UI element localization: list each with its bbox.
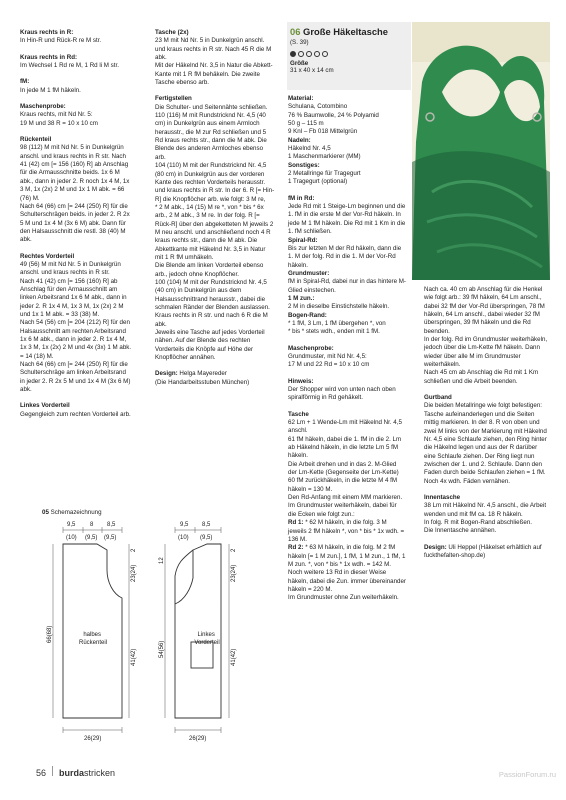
section-heading: Maschenprobe: bbox=[288, 344, 334, 352]
schematic-number: 05 bbox=[42, 509, 49, 516]
watermark: PassionForum.ru bbox=[498, 770, 556, 779]
page-footer bbox=[36, 766, 115, 778]
paragraph: Nach ca. 40 cm ab Anschlag für die Henkel wie folgt arb.: 39 fM häkeln, 64 Lm anschl., dabei 32 fM der Vor-Rd überspringen, 78 fM häkeln, 64 Lm anschl., dabei wieder 32 fM überspringen, 39 fM häkeln und die Rd beenden. In der folg. Rd im Grundmuster weiterhäkeln, jedoch über die Lm-Kette fM häkeln. Dann wieder über alle M im Grundmuster weiterhäkeln. Nach 45 cm ab Anschlag die Rd mit 1 Km schließen und die Arbeit beenden. bbox=[424, 286, 548, 385]
dim-front-body: 41(42) bbox=[231, 648, 237, 666]
paragraph-text: * 63 M häkeln, in die folg. M 2 fM häkeln [= 1 M zun.], 1 fM, 1 M zun., 1 fM, 1 M zun. *, von * bis * 1x wdh. = 142 M. Noch weitere 13 Rd in dieser Weise häkeln, dabei die Zun. immer übereinander häkeln = 220 M. Im Grundmuster ohne Zun weiterhäkeln. bbox=[288, 544, 406, 602]
page-reference: (S. 39) bbox=[290, 39, 309, 46]
dim-front-neck: 12 bbox=[159, 557, 165, 564]
section-heading: Fertigstellen bbox=[155, 95, 192, 103]
paragraph: Häkelnd Nr. 4,5 1 Maschenmarkierer (MM) bbox=[288, 145, 361, 161]
section-heading: Kraus rechts in R: bbox=[20, 29, 74, 36]
bag-photo bbox=[412, 22, 550, 280]
design-credit: Design: Uli Heppel (Häkelset erhältlich auf fuckthefalten-shop.de) bbox=[424, 543, 542, 559]
dim-front-armhole: 23(24) bbox=[231, 564, 237, 582]
section-heading: Rückenteil bbox=[20, 136, 52, 144]
design-credit: Design: Helga Mayereder (Die Handarbeitsstuben München) bbox=[155, 370, 250, 386]
dim-front-top-paren-1: (10) bbox=[178, 535, 189, 541]
section-heading: 1 M zun.: bbox=[288, 294, 315, 302]
dim-back-top-paren-2: (9,5) bbox=[85, 535, 98, 541]
dim-front-top-1: 9,5 bbox=[180, 522, 189, 528]
pattern-number: 06 bbox=[290, 26, 301, 37]
section-heading: Rechtes Vorderteil bbox=[20, 252, 75, 260]
section-heading: Kraus rechts in Rd: bbox=[20, 53, 78, 61]
section-heading: fM in Rd: bbox=[288, 194, 315, 202]
dim-front-top-2: 8,5 bbox=[202, 522, 211, 528]
section-heading: Gurtband bbox=[424, 394, 452, 402]
paragraph: 62 Lm + 1 Wende-Lm mit Häkelnd Nr. 4,5 anschl. 61 fM häkeln, dabei die 1. fM in die 2. Lm ab Häkelnd häkeln, in die letzte Lm 5 fM häkeln. Die Arbeit drehen und in das 2. M-Glied der Lm-Kette (Gegenseite der Lm-Kette) 60 fM zurückhäkeln, in die letzte M 4 fM häkeln = 130 M. Den Rd-Anfang mit einem MM markieren. Im Grundmuster weiterhäkeln, dabei für die Ecken wie folgt zun.: bbox=[288, 419, 403, 518]
section-heading: Grundmuster: bbox=[288, 269, 330, 277]
dim-back-shoulder: 2 bbox=[131, 548, 137, 552]
paragraph: 38 Lm mit Häkelnd Nr. 4,5 anschl., die Arbeit wenden und mit fM ca. 18 R häkeln. In folg. R mit Bogen-Rand abschließen. Die Innentasche annähen. bbox=[424, 502, 547, 535]
dim-front-height: 54(56) bbox=[159, 640, 165, 658]
paragraph: Schulana, Cotombino 76 % Baumwolle, 24 % Polyamid 50 g – 115 m 9 Knl – Fb 018 Mittelgrün bbox=[288, 103, 379, 136]
paragraph bbox=[288, 519, 406, 544]
back-piece-label: halbes Rückenteil bbox=[78, 632, 108, 646]
dim-back-width: 26(29) bbox=[84, 736, 102, 742]
paragraph: Bis zur letzten M der Rd häkeln, dann die 1. M der folg. Rd in die 1. M der Vor-Rd häkeln. bbox=[288, 244, 402, 269]
section-heading: Material: bbox=[288, 95, 314, 102]
instructions-column-4 bbox=[424, 286, 550, 560]
section-heading: Tasche bbox=[288, 410, 309, 418]
dim-back-armhole: 23(24) bbox=[131, 564, 137, 582]
dim-front-top-paren-2: (9,5) bbox=[200, 535, 213, 541]
paragraph: 49 (56) M mit Nd Nr. 5 in Dunkelgrün anschl. und kraus rechts in R str. Nach 41 (42) cm [= 156 (160) R] ab Anschlag für den Armausschnitt am linken Arbeitsrand 1x 6 M abk., dann in jeder 2. R 1x 4 M, 1x 3 M, 1x (2x) 2 M und 1x 1 M abk. = 33 (38) M. Nach 54 (56) cm [= 204 (212) R] für den Halsausschnitt am rechten Arbeitsrand 1x 6 M abk., dann in jeder 2. R 1x 4 M, 1x 3 M, 1x (2x) 2 M und 4x (3x) 1 M abk. = 14 (18) M. Nach 64 (66) cm [= 244 (250) R] für die Schulterschräge am linken Arbeitsrand in jeder 2. R 2x 5 M und 1x 4 M (3x 6 M) abk. bbox=[20, 260, 132, 394]
size-label: Größe bbox=[290, 60, 309, 67]
inline-heading: Rd 1: bbox=[288, 519, 304, 527]
dim-back-body: 41(42) bbox=[131, 648, 137, 666]
paragraph bbox=[288, 544, 406, 602]
paragraph: Der Shopper wird von unten nach oben spiralförmig in Rd gehäkelt. bbox=[288, 386, 396, 402]
paragraph: 2 M in dieselbe Einstichstelle häkeln. bbox=[288, 303, 390, 311]
bag-illustration bbox=[412, 22, 550, 280]
difficulty-dot bbox=[306, 51, 312, 57]
instructions-column-1 bbox=[20, 29, 132, 419]
dim-front-width: 26(29) bbox=[189, 736, 207, 742]
section-heading: Tasche (2x) bbox=[155, 29, 189, 36]
section-heading: Hinweis: bbox=[288, 377, 314, 385]
section-heading: Linkes Vorderteil bbox=[20, 402, 70, 410]
paragraph: Jede Rd mit 1 Steige-Lm beginnen und die 1. fM in die erste M der Vor-Rd häkeln. In jede M 1 fM häkeln. Die Rd mit 1 Km in die 1. fM schließen. bbox=[288, 203, 406, 236]
dim-back-top-2: 8 bbox=[90, 522, 94, 528]
pattern-name: Große Häkeltasche bbox=[303, 26, 388, 37]
dim-back-top-1: 9,5 bbox=[67, 522, 76, 528]
paragraph: 23 M mit Nd Nr. 5 in Dunkelgrün anschl. und kraus rechts in R str. Nach 45 R die M abk. Mit der Häkelnd Nr. 3,5 in Natur die Abkett-Kante mit 1 R fM behäkeln. Die zweite Tasche ebenso arb. bbox=[155, 37, 273, 87]
paragraph: Grundmuster, mit Nd Nr. 4,5: 17 M und 22 Rd = 10 x 10 cm bbox=[288, 352, 370, 369]
paragraph: Im Wechsel 1 Rd re M, 1 Rd li M str. bbox=[20, 62, 119, 70]
schematic-caption bbox=[42, 509, 102, 516]
section-heading: Maschenprobe: bbox=[20, 103, 66, 111]
magazine-brand: burdastricken bbox=[59, 768, 116, 778]
difficulty-rating bbox=[290, 51, 408, 57]
section-heading: Bogen-Rand: bbox=[288, 311, 327, 319]
dim-back-top-paren-3: (9,5) bbox=[104, 535, 117, 541]
section-heading: Sonstiges: bbox=[288, 161, 320, 169]
difficulty-dot bbox=[322, 51, 328, 57]
instructions-column-3 bbox=[288, 95, 406, 603]
paragraph: fM in Spiral-Rd, dabei nur in das hintere M-Glied einstechen. bbox=[288, 278, 406, 294]
back-piece-outline bbox=[63, 544, 122, 718]
front-piece-label: Linkes Vorderteil bbox=[194, 632, 220, 646]
inline-heading: Rd 2: bbox=[288, 544, 304, 552]
dim-front-shoulder: 2 bbox=[231, 548, 237, 552]
section-heading: fM: bbox=[20, 78, 30, 86]
front-piece-outline bbox=[175, 544, 221, 718]
pattern-title bbox=[290, 26, 408, 37]
size-value: 31 x 40 x 14 cm bbox=[290, 67, 334, 74]
dim-back-top-paren-1: (10) bbox=[66, 535, 77, 541]
difficulty-dot bbox=[298, 51, 304, 57]
knitting-schematic bbox=[25, 518, 265, 763]
difficulty-dot bbox=[290, 51, 296, 57]
paragraph: Kraus rechts, mit Nd Nr. 5: 19 M und 38 R = 10 x 10 cm bbox=[20, 111, 98, 127]
dim-back-top-3: 8,5 bbox=[107, 522, 116, 528]
paragraph-text: * 62 M häkeln, in die folg. 3 M jeweils 2 fM häkeln *, von * bis * 1x wdh. = 136 M. bbox=[288, 519, 405, 543]
section-heading: Innentasche bbox=[424, 493, 461, 501]
paragraph: In Hin-R und Rück-R re M str. bbox=[20, 37, 102, 45]
paragraph: 2 Metallringe für Tragegurt 1 Tragegurt (optional) bbox=[288, 170, 361, 186]
footer-divider bbox=[52, 766, 53, 776]
pattern-title-block bbox=[287, 22, 411, 90]
paragraph: Die beiden Metallringe wie folgt befestigen: Tasche aufeinanderlegen und die Seiten mittig markieren. In der 8. R von oben und zwei M links von der Markierung mit Häkelnd Nr. 4,5 eine Schlaufe ziehen, den Ring hinter die Häkelnd legen und aus der R darüber eine Schlaufe ziehen. Der Ring liegt nun zwischen der 1. und 2. Schlaufe. Dann den Faden durch beide Schlaufen ziehen = 1 fM. Noch 4x wdh. Fäden vernähen. bbox=[424, 402, 547, 485]
paragraph: Gegengleich zum rechten Vorderteil arb. bbox=[20, 410, 131, 418]
paragraph: Die Schulter- und Seitennähte schließen. 110 (116) M mit Rundstricknd Nr. 4,5 (40 cm) in Dunkelgrün aus einem Armloch herausstr., die M zur Rd schließen und 5 Rd kraus rechts str., dann die M abk. Die Blende des anderen Armloches ebenso arb. 104 (110) M mit der Rundstricknd Nr. 4,5 (80 cm) in Dunkelgrün aus der vorderen Kante des rechten Vorderteils herausstr. und kraus rechts in R str. In der 6. R [= Hin-R] die Knopflöcher arb. wie folgt: 3 M re, * 2 M abk., 14 (15) M re *, von * bis * 6x arb., 2 M abk., 3 M re. In der folg. R [= Rück-R] über den abgeketteten M jeweils 2 M neu anschl. und anschließend noch 4 R kraus rechts str., dann die M abk. Die Abkettkante mit Häkelnd Nr. 3,5 in Natur mit 1 R fM umhäkeln. Die Blende am linken Vorderteil ebenso arb., jedoch ohne Knopflöcher. 100 (104) M mit der Rundstricknd Nr. 4,5 (40 cm) in Dunkelgrün aus dem Halsausschnittrand herausstr., dabei die schmalen Ränder der Blenden auslassen. Kraus rechts in R str. und nach 6 R die M abk. Jeweils eine Tasche auf jedes Vorderteil nähen. Auf der Blende des rechten Vorderteils die Knöpfe auf Höhe der Knopflöcher annähen. bbox=[155, 103, 275, 362]
instructions-column-2 bbox=[155, 29, 275, 387]
page-number: 56 bbox=[36, 768, 47, 778]
difficulty-dot bbox=[314, 51, 320, 57]
paragraph: In jede M 1 fM häkeln. bbox=[20, 86, 81, 94]
paragraph: * 1 fM, 3 Lm, 1 fM übergehen *, von * bis * stets wdh., enden mit 1 fM. bbox=[288, 319, 386, 336]
schematic-title: Schemazeichnung bbox=[50, 509, 102, 516]
section-heading: Nadeln: bbox=[288, 136, 311, 144]
dim-back-height: 66(68) bbox=[47, 625, 53, 643]
paragraph: 98 (112) M mit Nd Nr. 5 in Dunkelgrün anschl. und kraus rechts in R str. Nach 41 (42) cm [= 156 (160) R] ab Anschlag für die Armausschnitte beids. 1x 6 M abk., dann in jeder 2. R noch 1x 4 M, 1x 3 M, 1x (2x) 2 M und 1x 1 M abk. = 66 (76) M. Nach 64 (66) cm [= 244 (250) R] für die Schulterschrägen beids. in jeder 2. R 2x 5 M und 1x 4 M (3x 6 M) abk. Dann für den Halsausschnitt die restl. 38 (40) M abk. bbox=[20, 144, 130, 244]
section-heading: Spiral-Rd: bbox=[288, 236, 318, 244]
